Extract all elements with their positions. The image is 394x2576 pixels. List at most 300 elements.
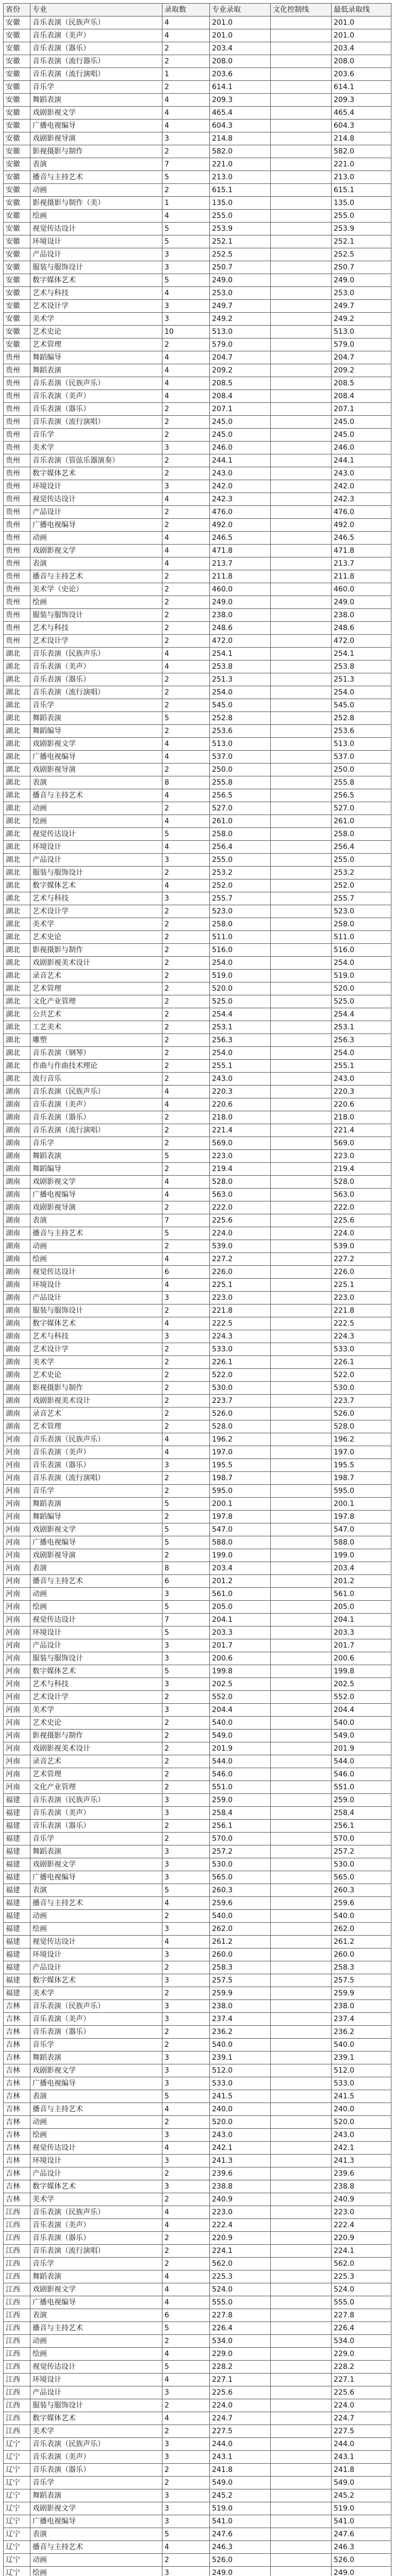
cell-major: 产品设计 [30,1961,162,1974]
cell-culture-line [271,1974,332,1987]
cell-culture-line [271,429,332,442]
cell-admitted-count: 2 [162,1781,210,1794]
cell-major: 音乐学 [30,81,162,94]
cell-major: 数字媒体艺术 [30,1317,162,1330]
cell-province: 贵州 [4,609,30,622]
table-row [4,158,391,171]
cell-admitted-count: 3 [162,1292,210,1304]
cell-min-score: 513.0 [332,738,391,751]
cell-major-score: 254.1 [210,648,271,660]
cell-major-score: 258.4 [210,1807,271,1820]
cell-culture-line [271,2283,332,2296]
table-row [4,1266,391,1279]
cell-major: 服装与服饰设计 [30,867,162,879]
cell-major: 表演 [30,1214,162,1227]
cell-major-score: 243.0 [210,1073,271,1086]
cell-min-score: 540.0 [332,1717,391,1730]
cell-major: 视觉传达设计 [30,2361,162,2374]
cell-admitted-count: 2 [162,55,210,68]
cell-admitted-count: 4 [162,841,210,854]
cell-min-score: 229.0 [332,2348,391,2361]
cell-province: 湖北 [4,841,30,854]
cell-admitted-count: 3 [162,1871,210,1884]
cell-min-score: 524.0 [332,2283,391,2296]
cell-admitted-count: 3 [162,2013,210,2026]
cell-major: 音乐表演（美声） [30,2451,162,2464]
cell-province: 安徽 [4,107,30,120]
cell-province: 吉林 [4,2000,30,2013]
cell-culture-line [271,1794,332,1807]
cell-major-score: 225.1 [210,1279,271,1292]
cell-major-score: 465.4 [210,107,271,120]
cell-province: 河南 [4,1472,30,1485]
cell-major-score: 253.1 [210,1021,271,1034]
cell-admitted-count: 5 [162,223,210,235]
cell-culture-line [271,1807,332,1820]
cell-admitted-count: 2 [162,2116,210,2129]
cell-culture-line [271,1408,332,1420]
table-row [4,1704,391,1717]
table-row [4,1111,391,1124]
cell-admitted-count: 2 [162,1356,210,1369]
cell-major: 音乐学 [30,429,162,442]
cell-admitted-count: 2 [162,867,210,879]
cell-culture-line [271,2026,332,2039]
cell-culture-line [271,622,332,635]
cell-culture-line [271,1317,332,1330]
cell-min-score: 547.0 [332,1523,391,1536]
table-row [4,1614,391,1626]
cell-culture-line [271,1588,332,1601]
table-row [4,1214,391,1227]
cell-min-score: 249.7 [332,300,391,313]
cell-major-score: 261.0 [210,815,271,828]
cell-major: 影视摄影与制作 [30,1730,162,1742]
cell-admitted-count: 5 [162,1498,210,1511]
table-row [4,738,391,751]
cell-major: 美术学 [30,918,162,931]
cell-culture-line [271,982,332,995]
cell-major: 播音与主持艺术 [30,570,162,583]
cell-major: 艺术史论 [30,931,162,944]
cell-major-score: 258.0 [210,918,271,931]
cell-major-score: 239.1 [210,2052,271,2064]
cell-major-score: 195.5 [210,1459,271,1472]
cell-min-score: 205.0 [332,1601,391,1614]
cell-major-score: 253.9 [210,223,271,235]
cell-min-score: 246.3 [332,2541,391,2554]
cell-major-score: 197.8 [210,1511,271,1523]
cell-admitted-count: 4 [162,1433,210,1446]
cell-major: 环境设计 [30,1279,162,1292]
cell-admitted-count: 3 [162,2515,210,2528]
cell-culture-line [271,635,332,648]
header-province: 省份 [4,4,30,16]
cell-province: 河南 [4,1781,30,1794]
cell-major: 录音艺术 [30,970,162,982]
cell-major: 音乐表演（民族声乐） [30,16,162,29]
cell-province: 贵州 [4,364,30,377]
cell-major-score: 524.0 [210,2283,271,2296]
cell-major-score: 220.6 [210,1098,271,1111]
cell-culture-line [271,300,332,313]
cell-major-score: 604.3 [210,120,271,132]
table-row [4,442,391,454]
cell-major: 音乐表演（器乐） [30,42,162,55]
cell-min-score: 259.6 [332,1897,391,1910]
cell-min-score: 198.7 [332,1472,391,1485]
table-row [4,1073,391,1086]
cell-culture-line [271,1626,332,1639]
cell-min-score: 530.0 [332,1382,391,1395]
table-row [4,1163,391,1176]
cell-major-score: 249.0 [210,2567,271,2576]
cell-province: 河南 [4,1601,30,1614]
cell-min-score: 223.0 [332,1292,391,1304]
cell-major-score: 201.0 [210,29,271,42]
cell-admitted-count: 3 [162,1588,210,1601]
cell-major: 音乐表演（流行演唱） [30,1472,162,1485]
cell-province: 湖南 [4,1111,30,1124]
table-row [4,261,391,274]
cell-admitted-count: 2 [162,583,210,596]
cell-min-score: 254.0 [332,1047,391,1060]
cell-major: 艺术设计学 [30,1343,162,1356]
cell-province: 湖南 [4,1317,30,1330]
table-row [4,2167,391,2180]
cell-culture-line [271,2258,332,2270]
table-row [4,81,391,94]
cell-major-score: 209.3 [210,94,271,107]
cell-major: 影视摄影与制作 [30,944,162,957]
cell-min-score: 222.5 [332,1317,391,1330]
cell-major-score: 241.5 [210,2090,271,2103]
cell-min-score: 545.0 [332,699,391,712]
cell-major: 视觉传达设计 [30,1936,162,1948]
table-row [4,2322,391,2335]
cell-province: 福建 [4,1845,30,1858]
cell-min-score: 209.2 [332,364,391,377]
cell-min-score: 528.0 [332,1176,391,1189]
admission-score-table-page [3,3,391,2576]
table-row [4,982,391,995]
cell-culture-line [271,2451,332,2464]
cell-major-score: 561.0 [210,1588,271,1601]
table-row [4,1936,391,1948]
table-row [4,1034,391,1047]
cell-min-score: 225.6 [332,2386,391,2399]
cell-major-score: 260.0 [210,1948,271,1961]
cell-culture-line [271,235,332,248]
table-row [4,2180,391,2193]
cell-admitted-count: 2 [162,1730,210,1742]
cell-major: 舞蹈表演 [30,2052,162,2064]
cell-culture-line [271,995,332,1008]
table-row [4,145,391,158]
cell-major: 舞蹈编导 [30,725,162,738]
table-row [4,2567,391,2576]
cell-major-score: 243.1 [210,2451,271,2464]
cell-major-score: 258.3 [210,1961,271,1974]
table-row [4,1665,391,1678]
cell-major-score: 197.0 [210,1446,271,1459]
cell-province: 贵州 [4,519,30,532]
cell-culture-line [271,1111,332,1124]
cell-major-score: 614.1 [210,81,271,94]
table-row [4,1858,391,1871]
table-row [4,2283,391,2296]
cell-min-score: 561.0 [332,1588,391,1601]
cell-admitted-count: 4 [162,545,210,557]
cell-province: 福建 [4,1871,30,1884]
table-row [4,944,391,957]
cell-culture-line [271,583,332,596]
cell-province: 湖北 [4,905,30,918]
table-row [4,377,391,390]
cell-major: 表演 [30,776,162,789]
cell-major: 戏剧影视文学 [30,2502,162,2515]
cell-major: 舞蹈编导 [30,1511,162,1523]
cell-min-score: 213.0 [332,171,391,184]
cell-major-score: 245.2 [210,2489,271,2502]
cell-min-score: 258.0 [332,918,391,931]
cell-major-score: 245.0 [210,429,271,442]
table-row [4,2386,391,2399]
cell-province: 河南 [4,1511,30,1523]
table-row [4,2258,391,2270]
cell-culture-line [271,223,332,235]
cell-min-score: 551.0 [332,1781,391,1794]
cell-min-score: 238.0 [332,609,391,622]
table-row [4,2348,391,2361]
table-row [4,480,391,493]
cell-major-score: 222.0 [210,1201,271,1214]
cell-culture-line [271,2515,332,2528]
cell-culture-line [271,1227,332,1240]
cell-major-score: 255.0 [210,854,271,867]
cell-province: 江西 [4,2335,30,2348]
table-row [4,326,391,338]
cell-culture-line [271,1833,332,1845]
cell-major: 播音与主持艺术 [30,2322,162,2335]
cell-admitted-count: 7 [162,1214,210,1227]
cell-culture-line [271,970,332,982]
cell-admitted-count: 4 [162,2412,210,2425]
table-row [4,2541,391,2554]
cell-major-score: 254.0 [210,957,271,970]
cell-admitted-count: 2 [162,764,210,776]
cell-admitted-count: 4 [162,2219,210,2232]
cell-major: 绘画 [30,210,162,223]
cell-culture-line [271,1047,332,1060]
cell-province: 江西 [4,2283,30,2296]
cell-min-score: 204.4 [332,1704,391,1717]
cell-major-score: 242.1 [210,2142,271,2155]
cell-province: 湖南 [4,1150,30,1163]
cell-admitted-count: 2 [162,970,210,982]
cell-admitted-count: 2 [162,1833,210,1845]
cell-min-score: 539.0 [332,1240,391,1253]
cell-province: 安徽 [4,94,30,107]
cell-admitted-count: 4 [162,493,210,506]
cell-major: 视觉传达设计 [30,1266,162,1279]
cell-major: 广播电视编导 [30,1536,162,1549]
cell-min-score: 253.0 [332,287,391,300]
table-row [4,223,391,235]
table-row [4,171,391,184]
cell-province: 湖南 [4,1292,30,1304]
cell-min-score: 549.0 [332,1730,391,1742]
cell-admitted-count: 4 [162,1086,210,1098]
cell-admitted-count: 3 [162,2489,210,2502]
table-row [4,995,391,1008]
cell-province: 湖北 [4,957,30,970]
cell-admitted-count: 4 [162,351,210,364]
cell-province: 湖南 [4,1395,30,1408]
cell-major: 广播电视编导 [30,1189,162,1201]
cell-culture-line [271,660,332,673]
cell-major-score: 242.3 [210,493,271,506]
cell-major: 音乐表演（流行演唱） [30,416,162,429]
cell-major-score: 588.0 [210,1536,271,1549]
cell-major: 音乐学 [30,1833,162,1845]
cell-admitted-count: 3 [162,2129,210,2142]
cell-province: 河南 [4,1755,30,1768]
cell-admitted-count: 4 [162,1098,210,1111]
cell-min-score: 236.2 [332,2026,391,2039]
cell-major: 戏剧影视文学 [30,738,162,751]
cell-province: 吉林 [4,2103,30,2116]
cell-min-score: 242.1 [332,2142,391,2155]
cell-major: 艺术与科技 [30,622,162,635]
cell-province: 吉林 [4,2167,30,2180]
table-row [4,2515,391,2528]
table-row [4,1794,391,1807]
cell-culture-line [271,1330,332,1343]
cell-major: 艺术史论 [30,1717,162,1730]
cell-admitted-count: 2 [162,1768,210,1781]
cell-province: 安徽 [4,338,30,351]
cell-major: 舞蹈表演 [30,712,162,725]
table-row [4,1948,391,1961]
cell-admitted-count: 2 [162,570,210,583]
table-row [4,1189,391,1201]
cell-culture-line [271,81,332,94]
cell-major-score: 476.0 [210,506,271,519]
table-row [4,2335,391,2348]
cell-admitted-count: 2 [162,2232,210,2245]
cell-major: 表演 [30,2090,162,2103]
cell-major: 音乐表演（美声） [30,2219,162,2232]
cell-min-score: 492.0 [332,519,391,532]
cell-major-score: 471.8 [210,545,271,557]
cell-admitted-count: 5 [162,1227,210,1240]
cell-culture-line [271,699,332,712]
table-row [4,1897,391,1910]
cell-culture-line [271,2245,332,2258]
cell-culture-line [271,55,332,68]
cell-major-score: 551.0 [210,1781,271,1794]
cell-culture-line [271,197,332,210]
cell-major: 播音与主持艺术 [30,1897,162,1910]
cell-major-score: 540.0 [210,2039,271,2052]
cell-min-score: 472.0 [332,635,391,648]
cell-culture-line [271,2554,332,2567]
table-row [4,2489,391,2502]
cell-province: 湖北 [4,776,30,789]
cell-culture-line [271,1189,332,1201]
cell-culture-line [271,42,332,55]
cell-admitted-count: 2 [162,1124,210,1137]
cell-min-score: 242.0 [332,480,391,493]
cell-province: 福建 [4,1833,30,1845]
table-row [4,351,391,364]
cell-admitted-count: 2 [162,1240,210,1253]
table-row [4,725,391,738]
cell-province: 湖南 [4,1201,30,1214]
cell-admitted-count: 3 [162,2567,210,2576]
cell-province: 湖南 [4,1137,30,1150]
cell-admitted-count: 4 [162,2270,210,2283]
cell-major: 舞蹈表演 [30,1150,162,1163]
cell-major-score: 255.7 [210,892,271,905]
cell-major: 舞蹈表演 [30,2489,162,2502]
cell-province: 湖北 [4,764,30,776]
cell-province: 江西 [4,2361,30,2374]
cell-admitted-count: 3 [162,1330,210,1343]
table-row [4,1060,391,1073]
cell-major: 音乐表演（器乐） [30,403,162,416]
cell-culture-line [271,1845,332,1858]
cell-admitted-count: 2 [162,2193,210,2206]
cell-admitted-count: 8 [162,1562,210,1575]
cell-admitted-count: 3 [162,2000,210,2013]
cell-major-score: 540.0 [210,1717,271,1730]
cell-major-score: 512.0 [210,2064,271,2077]
cell-major-score: 250.7 [210,261,271,274]
cell-culture-line [271,570,332,583]
cell-min-score: 258.4 [332,1807,391,1820]
cell-province: 吉林 [4,2039,30,2052]
cell-major-score: 238.8 [210,2180,271,2193]
header-admitted-count: 录取数 [162,4,210,16]
cell-admitted-count: 3 [162,1794,210,1807]
cell-major: 美术学 [30,1987,162,2000]
cell-min-score: 259.9 [332,1987,391,2000]
table-row [4,1240,391,1253]
cell-major-score: 221.0 [210,158,271,171]
cell-culture-line [271,1523,332,1536]
cell-major-score: 246.0 [210,442,271,454]
cell-major: 表演 [30,158,162,171]
admission-score-table [3,3,391,2576]
cell-culture-line [271,2309,332,2322]
table-row [4,686,391,699]
table-row [4,1343,391,1356]
cell-province: 安徽 [4,42,30,55]
table-row [4,1974,391,1987]
cell-min-score: 224.0 [332,2399,391,2412]
cell-province: 江西 [4,2412,30,2425]
cell-major-score: 533.0 [210,1343,271,1356]
cell-province: 湖北 [4,1073,30,1086]
table-row [4,1369,391,1382]
table-row [4,506,391,519]
table-row [4,287,391,300]
cell-admitted-count: 4 [162,287,210,300]
cell-major: 音乐表演（民族声乐） [30,1794,162,1807]
cell-admitted-count: 2 [162,1163,210,1176]
